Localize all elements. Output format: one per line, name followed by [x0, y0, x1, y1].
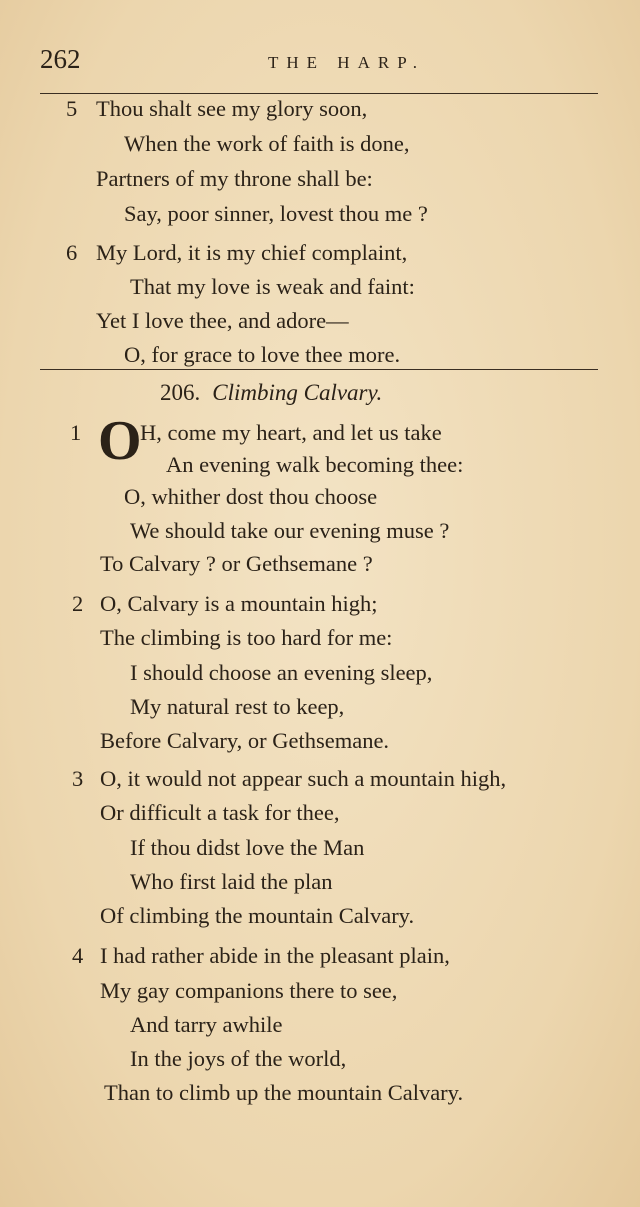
stanza-number: 5: [66, 96, 78, 121]
running-head: THE HARP.: [268, 53, 426, 72]
verse-line: That my love is weak and faint:: [130, 274, 415, 299]
verse-line: O, it would not appear such a mountain high,: [100, 766, 507, 791]
verse-line: The climbing is too hard for me:: [100, 625, 393, 650]
stanza-number: 4: [72, 943, 84, 968]
verse-line: When the work of faith is done,: [124, 131, 410, 156]
verse-line: Before Calvary, or Gethsemane.: [100, 728, 390, 753]
verse-line: I had rather abide in the pleasant plain,: [100, 943, 450, 968]
verse-line: Than to climb up the mountain Calvary.: [104, 1080, 464, 1105]
verse-line: To Calvary ? or Gethsemane ?: [100, 551, 373, 576]
verse-line: Thou shalt see my glory soon,: [96, 96, 368, 121]
verse-line: O, for grace to love thee more.: [124, 342, 401, 367]
verse-line: Or difficult a task for thee,: [100, 800, 340, 825]
verse-line: Say, poor sinner, lovest thou me ?: [124, 201, 428, 226]
verse-line: H, come my heart, and let us take: [140, 420, 442, 445]
verse-line: An evening walk becoming thee:: [166, 452, 464, 477]
header-rule: [40, 93, 598, 94]
stanza-number: 2: [72, 591, 84, 616]
verse-line: My gay companions there to see,: [100, 978, 398, 1003]
verse-line: My natural rest to keep,: [130, 694, 345, 719]
verse-line: Who first laid the plan: [130, 869, 333, 894]
hymn-name: Climbing Calvary.: [212, 380, 383, 405]
drop-cap: O: [98, 410, 142, 472]
hymn-number: 206.: [160, 380, 201, 405]
hymn-title: [160, 380, 382, 406]
stanza-number: 1: [70, 420, 82, 445]
stanza-number: 6: [66, 240, 78, 265]
verse-line: Partners of my throne shall be:: [96, 166, 373, 191]
section-rule: [40, 369, 598, 370]
verse-line: O, whither dost thou choose: [124, 484, 378, 509]
verse-line: Of climbing the mountain Calvary.: [100, 903, 415, 928]
verse-line: My Lord, it is my chief complaint,: [96, 240, 408, 265]
verse-line: Yet I love thee, and adore—: [96, 308, 349, 333]
page-header: [40, 44, 600, 84]
verse-line: O, Calvary is a mountain high;: [100, 591, 378, 616]
page-number: 262: [40, 44, 81, 74]
stanza-number: 3: [72, 766, 84, 791]
verse-line: In the joys of the world,: [130, 1046, 347, 1071]
verse-line: And tarry awhile: [130, 1012, 283, 1037]
verse-line: I should choose an evening sleep,: [130, 660, 433, 685]
verse-line: We should take our evening muse ?: [130, 518, 450, 543]
verse-line: If thou didst love the Man: [130, 835, 365, 860]
